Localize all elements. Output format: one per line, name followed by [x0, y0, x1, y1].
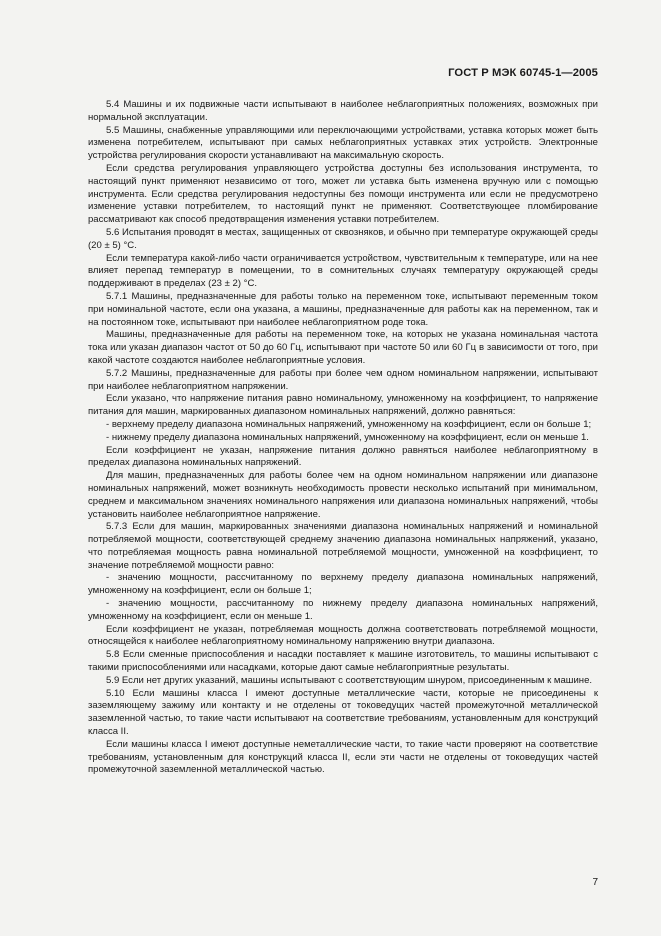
paragraph-5-7-2: 5.7.2 Машины, предназначенные для работы при более чем одном номинальном напряжении, испытывают при наиболее неблагоприятном напряжении. — [88, 367, 598, 392]
paragraph-5-9: 5.9 Если нет других указаний, машины испытывают с соответствующим шнуром, присоединенным к машине. — [106, 674, 593, 686]
paragraph-5-10: 5.10 Если машины класса I имеют доступные металлические части, которые не присоединены к заземляющему зажиму или контакту и не отделены от токоведущих частей промежуточной металлической заземленной частью, то такие части испытывают на соответствие требованиям, установленным для конструкций класса II. — [88, 687, 598, 738]
paragraph: Если указано, что напряжение питания равно номинальному, умноженному на коэффициент, то напряжение питания для машин, маркированных диапазоном номинальных напряжений, должно равняться: — [88, 393, 598, 418]
list-item: - значению мощности, рассчитанному по верхнему пределу диапазона номинальных напряжений, умноженному на коэффициент, если он больше 1; — [88, 572, 598, 597]
paragraph: Для машин, предназначенных для работы более чем на одном номинальном напряжении или диапазоне номинальных напряжений, может возникнуть необходимость провести несколько испытаний при минимальном, среднем и максимальном значениях номинального напряжения или диапазона номинальных напряжений, чтобы установить наиболее неблагоприятное напряжение. — [88, 470, 598, 520]
paragraph-5-7-1: 5.7.1 Машины, предназначенные для работы только на переменном токе, испытывают переменным током при номинальной частоте, если она указана, а машины, предназначенные для работы как на переменном, так и на постоянном токе, испытывают при наиболее неблагоприятном роде тока. — [88, 290, 598, 328]
paragraph-5-5: 5.5 Машины, снабженные управляющими или переключающими устройствами, уставка которых может быть изменена потребителем, испытывают при самых неблагоприятных уставках этих устройств. Электронные устройства регулирования скорости устанавливают на максимальную скорость. — [88, 124, 598, 162]
paragraph: Если средства регулирования управляющего устройства доступны без использования инструмента, то настоящий пункт применяют независимо от того, может ли уставка быть изменена вручную или с помощью инструмента. Если средства регулирования недоступны без помощи инструмента или если не предусмотрено изменение уставки потребителем, то настоящий пункт не применяют. Соответствующее пломбирование рассматривают как способ предотвращения изменения уставки потребителем. — [88, 162, 598, 226]
list-item: - значению мощности, рассчитанному по нижнему пределу диапазона номинальных напряжений, умноженному на коэффициент, если он меньше 1. — [88, 598, 598, 622]
paragraph: Машины, предназначенные для работы на переменном токе, на которых не указана номинальная частота тока или указан диапазон частот от 50 до 60 Гц, испытывают при частоте 50 или 60 Гц в зависимости от того, при какой частоте создаются наиболее неблагоприятные условия. — [88, 329, 598, 366]
body-text — [88, 99, 598, 777]
paragraph: Если коэффициент не указан, потребляемая мощность должна соответствовать потребляемой мощности, относящейся к наиболее неблагоприятному номинальному напряжению внутри диапазона. — [88, 623, 598, 648]
list-item: - нижнему пределу диапазона номинальных напряжений, умноженному на коэффициент, если он меньше 1. — [106, 431, 589, 443]
list-item: - верхнему пределу диапазона номинальных напряжений, умноженному на коэффициент, если он больше 1; — [106, 418, 592, 430]
document-code-header: ГОСТ Р МЭК 60745-1—2005 — [448, 67, 598, 79]
paragraph-5-7-3: 5.7.3 Если для машин, маркированных значениями диапазона номинальных напряжений и номинальной потребляемой мощности, соответствующей среднему значению диапазона номинальных напряжений, указано, что потребляемая мощность равна номинальной потребляемой мощности, умноженной на коэффициент, то значение потребляемой мощности равно: — [88, 521, 598, 571]
paragraph: Если температура какой-либо части ограничивается устройством, чувствительным к температуре, или на нее влияет перепад температур в помещении, то в сомнительных случаях температуру окружающей среды поддерживают в пределах (23 ± 2) °С. — [88, 252, 598, 290]
page-number: 7 — [592, 877, 598, 888]
paragraph-5-4: 5.4 Машины и их подвижные части испытывают в наиболее неблагоприятных положениях, возможных при нормальной эксплуатации. — [88, 99, 598, 123]
paragraph: Если коэффициент не указан, напряжение питания должно равняться наиболее неблагоприятному в пределах диапазона номинальных напряжений. — [88, 444, 598, 469]
paragraph-5-6: 5.6 Испытания проводят в местах, защищенных от сквозняков, и обычно при температуре окружающей среды (20 ± 5) °С. — [88, 226, 598, 251]
paragraph-5-8: 5.8 Если сменные приспособления и насадки поставляет к машине изготовитель, то машины испытывают с такими приспособлениями или насадками, которые дают самые неблагоприятные результаты. — [88, 649, 598, 674]
paragraph: Если машины класса I имеют доступные неметаллические части, то такие части проверяют на соответствие требованиям, установленным для конструкций класса II, если эти части не отделены от токоведущих частей промежуточной заземленной металлической частью. — [88, 738, 598, 776]
